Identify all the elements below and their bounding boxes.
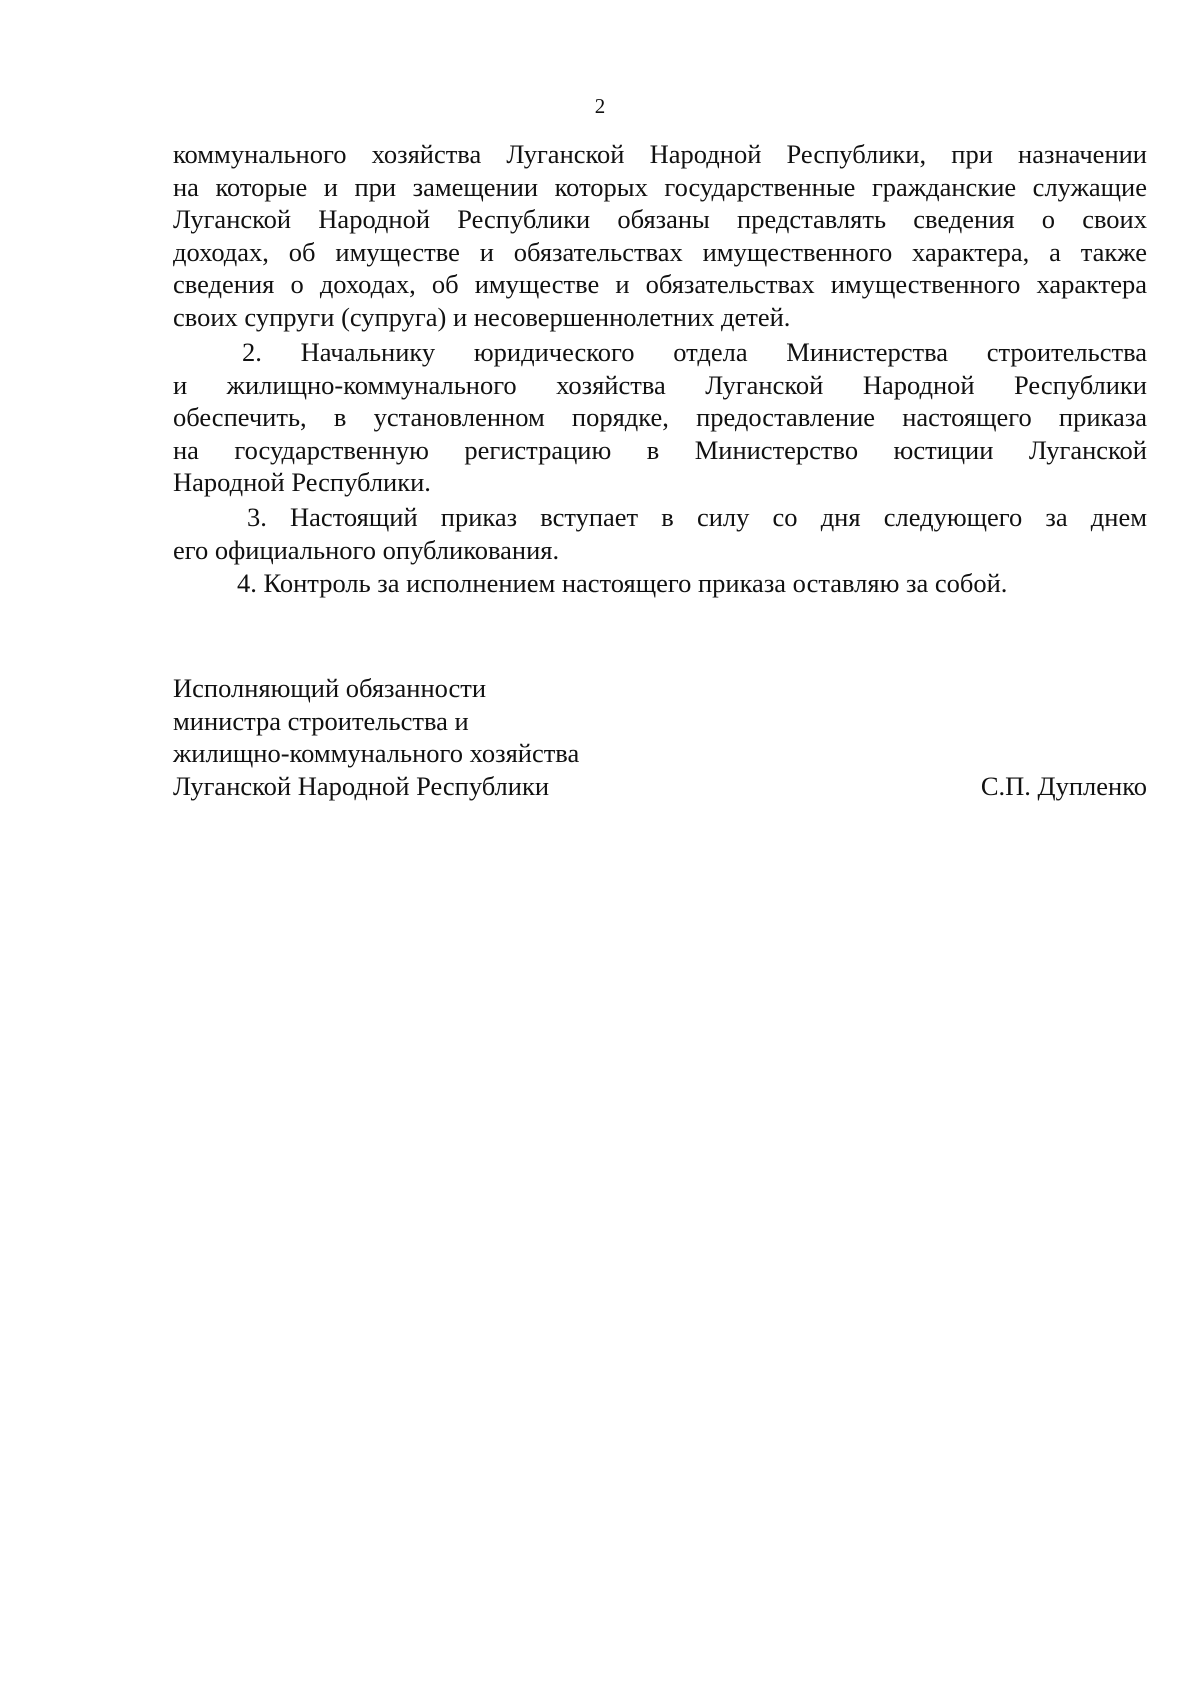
signature-last-row [173,770,1147,803]
signatory-name: С.П. Дупленко [980,770,1147,801]
paragraph-line: 3. Настоящий приказ вступает в силу со дня следующего за днем [247,502,1147,532]
paragraph-item-2 [173,336,1147,499]
paragraph-line: Народной Республики. [173,467,431,497]
paragraph-line: обеспечить, в установленном порядке, предоставление настоящего приказа [173,402,1147,432]
signature-title-line: Луганской Народной Республики [173,770,550,801]
paragraph-line: Луганской Народной Республики обязаны представлять сведения о своих [173,204,1147,234]
paragraph-item-4 [173,567,1147,600]
paragraph-line: сведения о доходах, об имуществе и обязательствах имущественного характера [173,269,1147,299]
paragraph-continuation [173,138,1147,333]
page-number: 2 [594,94,606,118]
paragraph-line: 2. Начальнику юридического отдела Министерства строительства [242,337,1147,367]
paragraph-line: и жилищно-коммунального хозяйства Луганской Народной Республики [173,369,1147,400]
paragraph-line: на которые и при замещении которых государственные гражданские служащие [173,171,1147,202]
paragraph-line: его официального опубликования. [173,534,560,565]
signature-title-line: министра строительства и [173,705,469,736]
paragraph-line: доходах, об имуществе и обязательствах имущественного характера, а также [173,236,1147,267]
paragraph-line: коммунального хозяйства Луганской Народной Республики, при назначении [173,139,1147,169]
paragraph-line: своих супруги (супруга) и несовершеннолетних детей. [173,301,791,332]
signature-title-line: жилищно-коммунального хозяйства [173,738,580,768]
paragraph-line: 4. Контроль за исполнением настоящего приказа оставляю за собой. [237,568,1008,598]
signature-title-line: Исполняющий обязанности [173,673,487,703]
signature-block [173,672,1147,802]
paragraph-line: на государственную регистрацию в Министерство юстиции Луганской [173,434,1147,465]
paragraph-item-3 [173,501,1147,566]
